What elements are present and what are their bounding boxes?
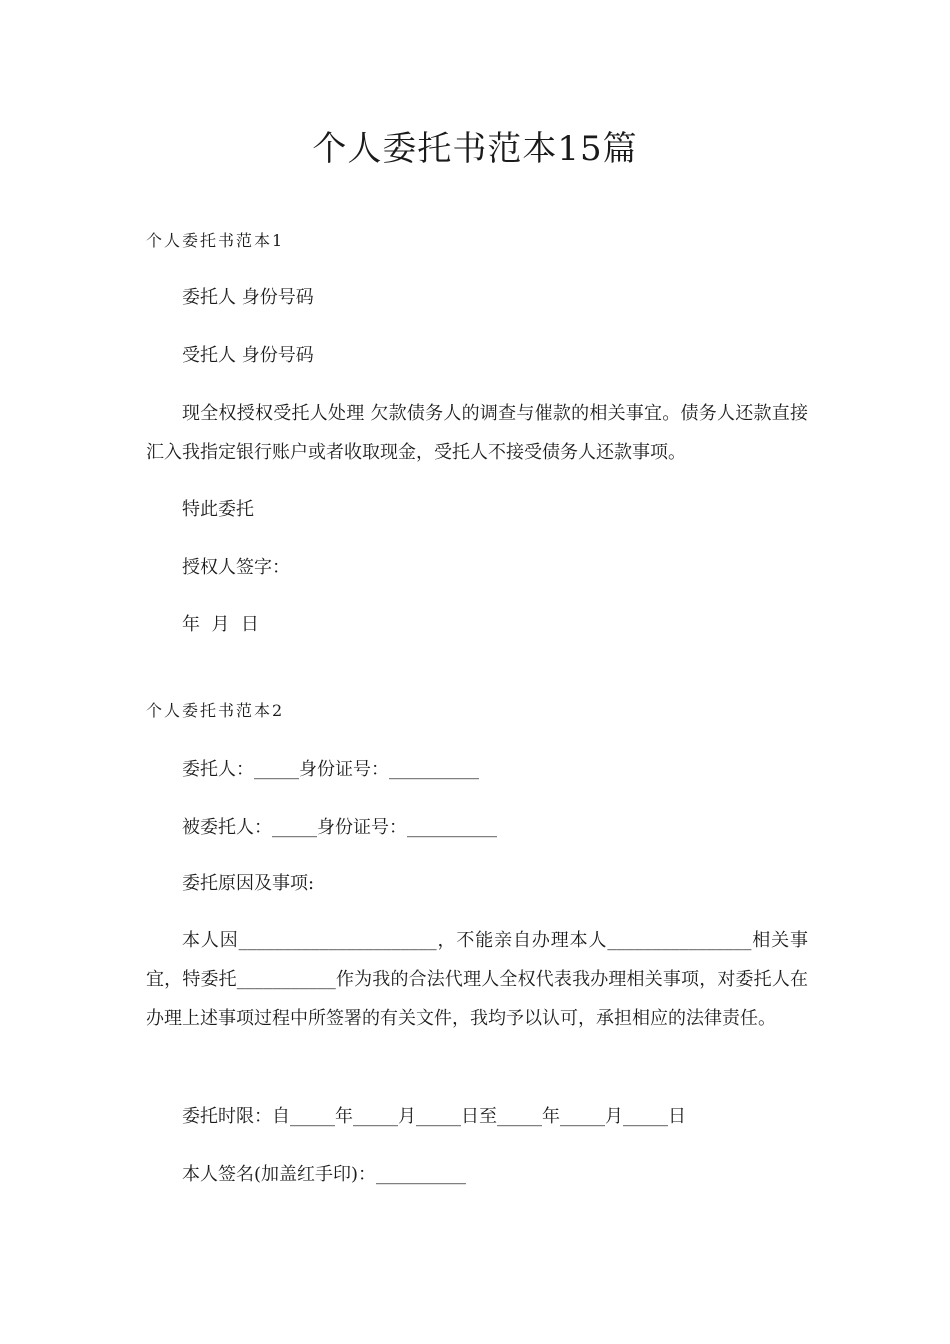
authorization-paragraph: 现全权授权受托人处理 欠款债务人的调查与催款的相关事宜。债务人还款直接汇入我指定银行账户或者收取现金，受托人不接受债务人还款事项。 (146, 403, 808, 463)
signature-line: 授权人签字： (182, 557, 290, 578)
date-line: 年 月 日 (182, 614, 259, 635)
closing-line: 特此委托 (182, 499, 254, 520)
section-heading-2: 个人委托书范本2 (146, 701, 285, 720)
principal-id-line: 委托人 身份号码 (182, 287, 314, 308)
reason-label-line: 委托原因及事项: (182, 873, 315, 894)
signature-field-line: 本人签名(加盖红手印)：__________ (182, 1164, 467, 1185)
agent-id-line: 受托人 身份号码 (182, 345, 314, 366)
delegation-paragraph: 本人因______________________，不能亲自办理本人________________相关事宜，特委托___________作为我的合法代理人全权代表我办理相关事项，对委托人在办理上述事项过程中所签署的有关文件，我均予以认可，承担相应的法律责任。 (146, 930, 808, 1029)
agent-field-line: 被委托人：_____身份证号：__________ (182, 817, 497, 838)
section-heading-1: 个人委托书范本1 (146, 231, 285, 250)
principal-field-line: 委托人：_____身份证号：__________ (182, 759, 479, 780)
document-title: 个人委托书范本15篇 (312, 129, 638, 169)
term-line: 委托时限：自_____年_____月_____日至_____年_____月_____日 (182, 1106, 686, 1127)
